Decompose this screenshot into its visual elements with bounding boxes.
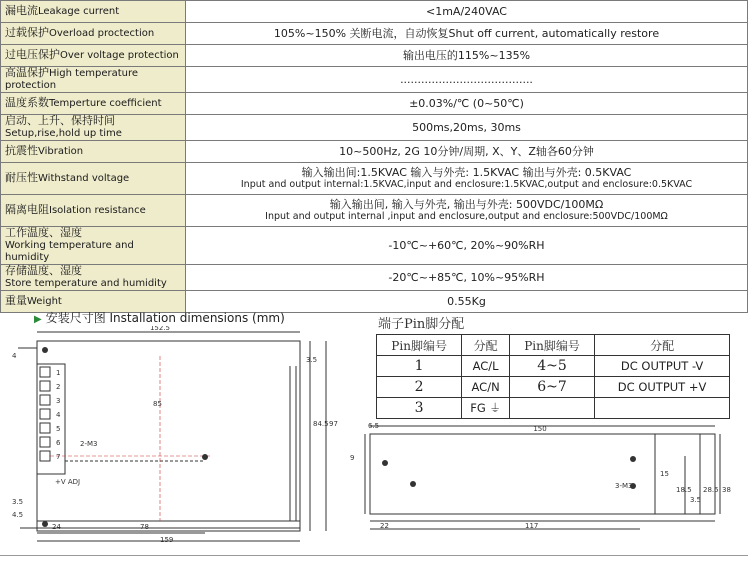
spec-label [1, 195, 186, 227]
spec-row [1, 227, 748, 265]
spec-label-cn: 漏电流 [5, 4, 38, 17]
spec-row [1, 23, 748, 45]
terminal-number: 6 [56, 439, 61, 447]
spec-row [1, 141, 748, 163]
terminal-screw-icon [40, 395, 50, 405]
spec-label [1, 265, 186, 291]
dim-152-5: 152.5 [149, 326, 171, 332]
spec-label-cn: 重量 [5, 294, 27, 307]
spec-label [1, 141, 186, 163]
pin-cell: FG ⏚ [462, 398, 510, 419]
pin-cell: 3 [377, 398, 462, 419]
spec-label-cn: 存储温度、湿度 [5, 264, 82, 277]
pin-header-cell: Pin脚编号 [509, 335, 594, 356]
mount-hole-icon [410, 481, 416, 487]
spec-label-en: Withstand voltage [38, 173, 130, 184]
spec-label [1, 115, 186, 141]
terminal-number: 3 [56, 397, 61, 405]
pin-cell: DC OUTPUT -V [595, 356, 730, 377]
dim-85: 85 [153, 400, 162, 408]
dim-4-5-bottom: 4.5 [12, 511, 24, 519]
spec-value [186, 93, 748, 115]
dim-18-5: 18.5 [676, 486, 692, 494]
dim-150: 150 [533, 425, 547, 433]
spec-row [1, 115, 748, 141]
mount-hole-icon [630, 456, 636, 462]
spec-value-text: <1mA/240VAC [426, 4, 507, 18]
screw-label-front: 2-M3 [80, 440, 98, 448]
spec-label-cn: 工作温度、湿度 [5, 226, 82, 239]
spec-label-en: Isolation resistance [49, 205, 146, 216]
spec-value [186, 67, 748, 93]
spec-value-en: Input and output internal:1.5KVAC,input and enclosure:1.5KVAC,output and enclosure:0.5KVAC [240, 178, 693, 190]
dim-97: 97 [329, 420, 338, 428]
spec-value [186, 227, 748, 265]
spec-value-text: 500ms,20ms, 30ms [412, 120, 521, 134]
spec-label-cn: 隔离电阻 [5, 203, 49, 216]
mount-hole-icon [42, 521, 48, 527]
mount-hole-icon [202, 454, 208, 460]
mount-hole-icon [42, 347, 48, 353]
spec-value-text: 0.55Kg [447, 294, 486, 308]
spec-label [1, 227, 186, 265]
spec-value-text: 10~500Hz, 2G 10分钟/周期, X、Y、Z轴各60分钟 [339, 144, 594, 158]
triangle-bullet-icon: ▶ [34, 314, 42, 325]
spec-value [186, 163, 748, 195]
spec-row [1, 67, 748, 93]
dim-22: 22 [380, 522, 389, 530]
pin-cell: AC/N [462, 377, 510, 398]
dim-84-5: 84.5 [313, 420, 329, 428]
installation-drawing [0, 326, 748, 558]
pin-header-cell: Pin脚编号 [377, 335, 462, 356]
spec-label-en: High temperature protection [5, 68, 139, 91]
dim-3-5-bottom: 3.5 [12, 498, 24, 506]
spec-label-cn: 过载保护 [5, 26, 49, 39]
spec-row [1, 163, 748, 195]
spec-label [1, 93, 186, 115]
spec-label-en: Overload proctection [49, 28, 155, 39]
terminal-screw-icon [40, 367, 50, 377]
bottom-divider [0, 555, 748, 556]
spec-label [1, 23, 186, 45]
spec-label-cn: 温度系数 [5, 96, 49, 109]
spec-label [1, 45, 186, 67]
spec-label-en: Working temperature and humidity [5, 240, 134, 263]
pin-title: 端子Pin脚分配 [378, 317, 465, 332]
screw-label-side: 3-M3 [615, 482, 633, 490]
dim-4-left: 4 [12, 352, 17, 360]
spec-row [1, 265, 748, 291]
spec-row [1, 93, 748, 115]
dim-24: 24 [52, 523, 61, 531]
spec-value [186, 141, 748, 163]
dim-3-5-top: 3.5 [306, 356, 318, 364]
spec-label-en: Setup,rise,hold up time [5, 128, 122, 139]
spec-row [1, 1, 748, 23]
terminal-screw-icon [40, 423, 50, 433]
dim-6-5: 6.5 [368, 422, 380, 430]
spec-value [186, 115, 748, 141]
spec-value-text: -10℃~+60℃, 20%~90%RH [388, 238, 545, 252]
pin-cell: AC/L [462, 356, 510, 377]
dim-15: 15 [660, 470, 669, 478]
spec-value [186, 45, 748, 67]
spec-value-text: 输入输出间, 输入与外壳, 输出与外壳: 500VDC/100MΩ [329, 197, 604, 211]
pin-header-cell: 分配 [595, 335, 730, 356]
spec-value [186, 195, 748, 227]
spec-value-text: -20℃~+85℃, 10%~95%RH [388, 270, 545, 284]
dim-3-5-side: 3.5 [690, 496, 702, 504]
spec-value [186, 1, 748, 23]
spec-value-text: 输入输出间:1.5KVAC 输入与外壳: 1.5KVAC 输出与外壳: 0.5KVAC [301, 165, 632, 179]
vadj-label: +V ADJ [55, 478, 81, 486]
mount-hole-icon [382, 460, 388, 466]
spec-label-cn: 高温保护 [5, 66, 49, 79]
pin-header-cell: 分配 [462, 335, 510, 356]
install-title: ▶ 安装尺寸图 Installation dimensions (mm) [34, 311, 285, 325]
pin-cell: DC OUTPUT +V [595, 377, 730, 398]
dim-117: 117 [525, 522, 539, 530]
spec-value-text: ...................................... [400, 72, 533, 86]
terminal-screw-icon [40, 381, 50, 391]
spec-label-en: Leakage current [38, 6, 120, 17]
dim-78: 78 [140, 523, 149, 531]
spec-row [1, 45, 748, 67]
terminal-number: 7 [56, 453, 61, 461]
spec-label [1, 163, 186, 195]
dim-28-5: 28.5 [703, 486, 719, 494]
terminal-number: 5 [56, 425, 61, 433]
spec-value [186, 23, 748, 45]
pin-cell: 4~5 [509, 356, 594, 377]
spec-label-en: Temperture coefficient [49, 98, 162, 109]
spec-value [186, 265, 748, 291]
spec-label-cn: 抗震性 [5, 144, 38, 157]
spec-label-cn: 启动、上升、保持时间 [5, 114, 115, 127]
spec-value-en: Input and output internal ,input and enclosure,output and enclosure:500VDC/100MΩ [265, 210, 668, 222]
spec-value-text: ±0.03%/℃ (0~50℃) [409, 96, 524, 110]
dim-159: 159 [160, 536, 174, 544]
spec-label-cn: 过电压保护 [5, 48, 60, 61]
terminal-number: 4 [56, 411, 61, 419]
spec-label-en: Vibration [38, 146, 84, 157]
dim-9: 9 [350, 454, 355, 462]
terminal-number: 1 [56, 369, 61, 377]
pin-cell: 2 [377, 377, 462, 398]
spec-label [1, 67, 186, 93]
spec-row [1, 195, 748, 227]
spec-value-text: 105%~150% 关断电流，自动恢复Shut off current, automatically restore [273, 26, 660, 40]
spec-label-en: Over voltage protection [60, 50, 179, 61]
pin-cell: 1 [377, 356, 462, 377]
terminal-screw-icon [40, 451, 50, 461]
spec-label-cn: 耐压性 [5, 171, 38, 184]
spec-label-en: Weight [27, 296, 62, 307]
terminal-screw-icon [40, 437, 50, 447]
pin-cell: 6~7 [509, 377, 594, 398]
spec-label [1, 1, 186, 23]
terminal-number: 2 [56, 383, 61, 391]
dim-38: 38 [722, 486, 731, 494]
front-view-outline [37, 341, 300, 531]
spec-label-en: Store temperature and humidity [5, 278, 167, 289]
terminal-screw-icon [40, 409, 50, 419]
spec-value-text: 输出电压的115%~135% [402, 48, 531, 62]
